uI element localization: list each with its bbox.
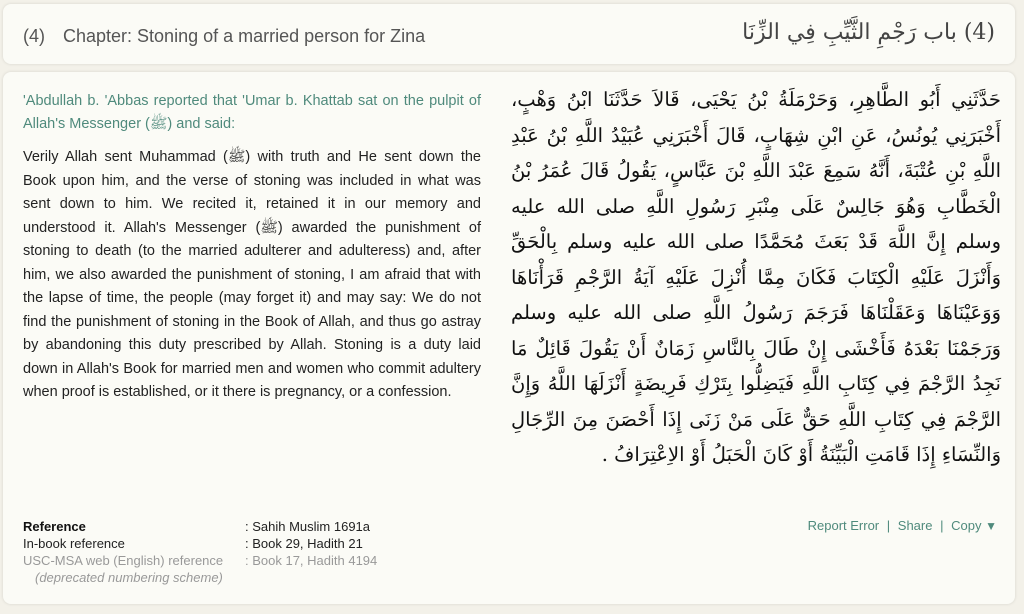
hadith-arabic-text: حَدَّثَنِي أَبُو الطَّاهِرِ، وَحَرْمَلَةُ بْنُ يَحْيَى، قَالاَ حَدَّثَنَا ابْنُ وَهْبٍ، أَخْبَرَنِي يُونُسُ، عَنِ ابْنِ شِهَابٍ، قَالَ أَخْبَرَنِي عُبَيْدُ اللَّهِ بْنُ عَبْدِ اللَّهِ بْنِ عُتْبَةَ، أَنَّهُ سَمِعَ عَبْدَ اللَّهِ بْنَ عَبَّاسٍ، يَقُولُ قَالَ عُمَرُ بْنُ الْخَطَّابِ وَهُوَ جَالِسٌ عَلَى مِنْبَرِ رَسُولِ اللَّهِ صلى الله عليه وسلم إِنَّ اللَّهَ قَدْ بَعَثَ مُحَمَّدًا صلى الله عليه وسلم بِالْحَقِّ وَأَنْزَلَ عَلَيْهِ الْكِتَابَ فَكَانَ مِمَّا أُنْزِلَ عَلَيْهِ آيَةُ الرَّجْمِ قَرَأْنَاهَا وَوَعَيْنَاهَا وَعَقَلْنَاهَا فَرَجَمَ رَسُولُ اللَّهِ صلى الله عليه وسلم وَرَجَمْنَا بَعْدَهُ فَأَخْشَى إِنْ طَالَ بِالنَّاسِ زَمَانٌ أَنْ يَقُولَ قَائِلٌ مَا نَجِدُ الرَّجْمَ فِي كِتَابِ اللَّهِ فَيَضِلُّوا بِتَرْكِ فَرِيضَةٍ أَنْزَلَهَا اللَّهُ وَإِنَّ الرَّجْمَ فِي كِتَابِ اللَّهِ حَقٌّ عَلَى مَنْ زَنَى إِذَا أَحْصَنَ مِنَ الرِّجَالِ وَالنِّسَاءِ إِذَا قَامَتِ الْبَيِّنَةُ أَوْ كَانَ الْحَبَلُ أَوْ الاِعْتِرَافُ . [511, 88, 1001, 466]
deprecated-note-row [23, 569, 377, 586]
reference-table [23, 518, 377, 586]
reference-label: Reference [23, 519, 86, 534]
reference-value: : Sahih Muslim 1691a [245, 519, 371, 534]
report-error-link[interactable]: Report Error [807, 518, 880, 533]
chapter-header [3, 4, 1015, 64]
in-book-reference-row [23, 535, 377, 552]
deprecated-note: (deprecated numbering scheme) [35, 570, 223, 585]
hadith-actions [808, 518, 997, 533]
reference-row [23, 518, 377, 535]
in-book-reference-label: In-book reference [23, 536, 125, 551]
usc-msa-reference-label: USC-MSA web (English) reference [23, 553, 224, 568]
chapter-title-arabic: (4) باب رَجْمِ الثَّيِّبِ فِي الزِّنَا [742, 20, 995, 45]
action-separator: | [886, 518, 891, 533]
hadith-narrator: 'Abdullah b. 'Abbas reported that 'Umar b. Khattab sat on the pulpit of Allah's Messenger (ﷺ) and said: [23, 93, 481, 132]
action-separator: | [940, 518, 944, 533]
usc-msa-reference-row [23, 552, 377, 569]
hadith-card [3, 72, 1015, 604]
caret-down-icon: ▼ [985, 519, 997, 533]
share-link[interactable]: Share [897, 518, 933, 533]
usc-msa-reference-value: : Book 17, Hadith 4194 [245, 553, 378, 568]
chapter-number: (4) [23, 26, 45, 46]
hadith-english-text: Verily Allah sent Muhammad (ﷺ) with truth and He sent down the Book upon him, and the verse of stoning was included in what was sent down to him. We recited it, retained it in our memory and understood it. Allah's Messenger (ﷺ) awarded the punishment of stoning to death (to the married adulterer and adulteress) and, after him, we also awarded the punishment of stoning, I am afraid that with the lapse of time, the people (may forget it) and may say: We do not find the punishment of stoning in the Book of Allah, and thus go astray by abandoning this duty prescribed by Allah. Stoning is a duty laid down in Allah's Book for married men and women who commit adultery when proof is established, or it there is pregnancy, or a confession. [23, 149, 481, 400]
in-book-reference-value: : Book 29, Hadith 21 [245, 536, 363, 551]
copy-label: Copy [951, 518, 982, 533]
chapter-title-english: Chapter: Stoning of a married person for Zina [63, 26, 426, 46]
copy-link[interactable] [951, 518, 997, 533]
